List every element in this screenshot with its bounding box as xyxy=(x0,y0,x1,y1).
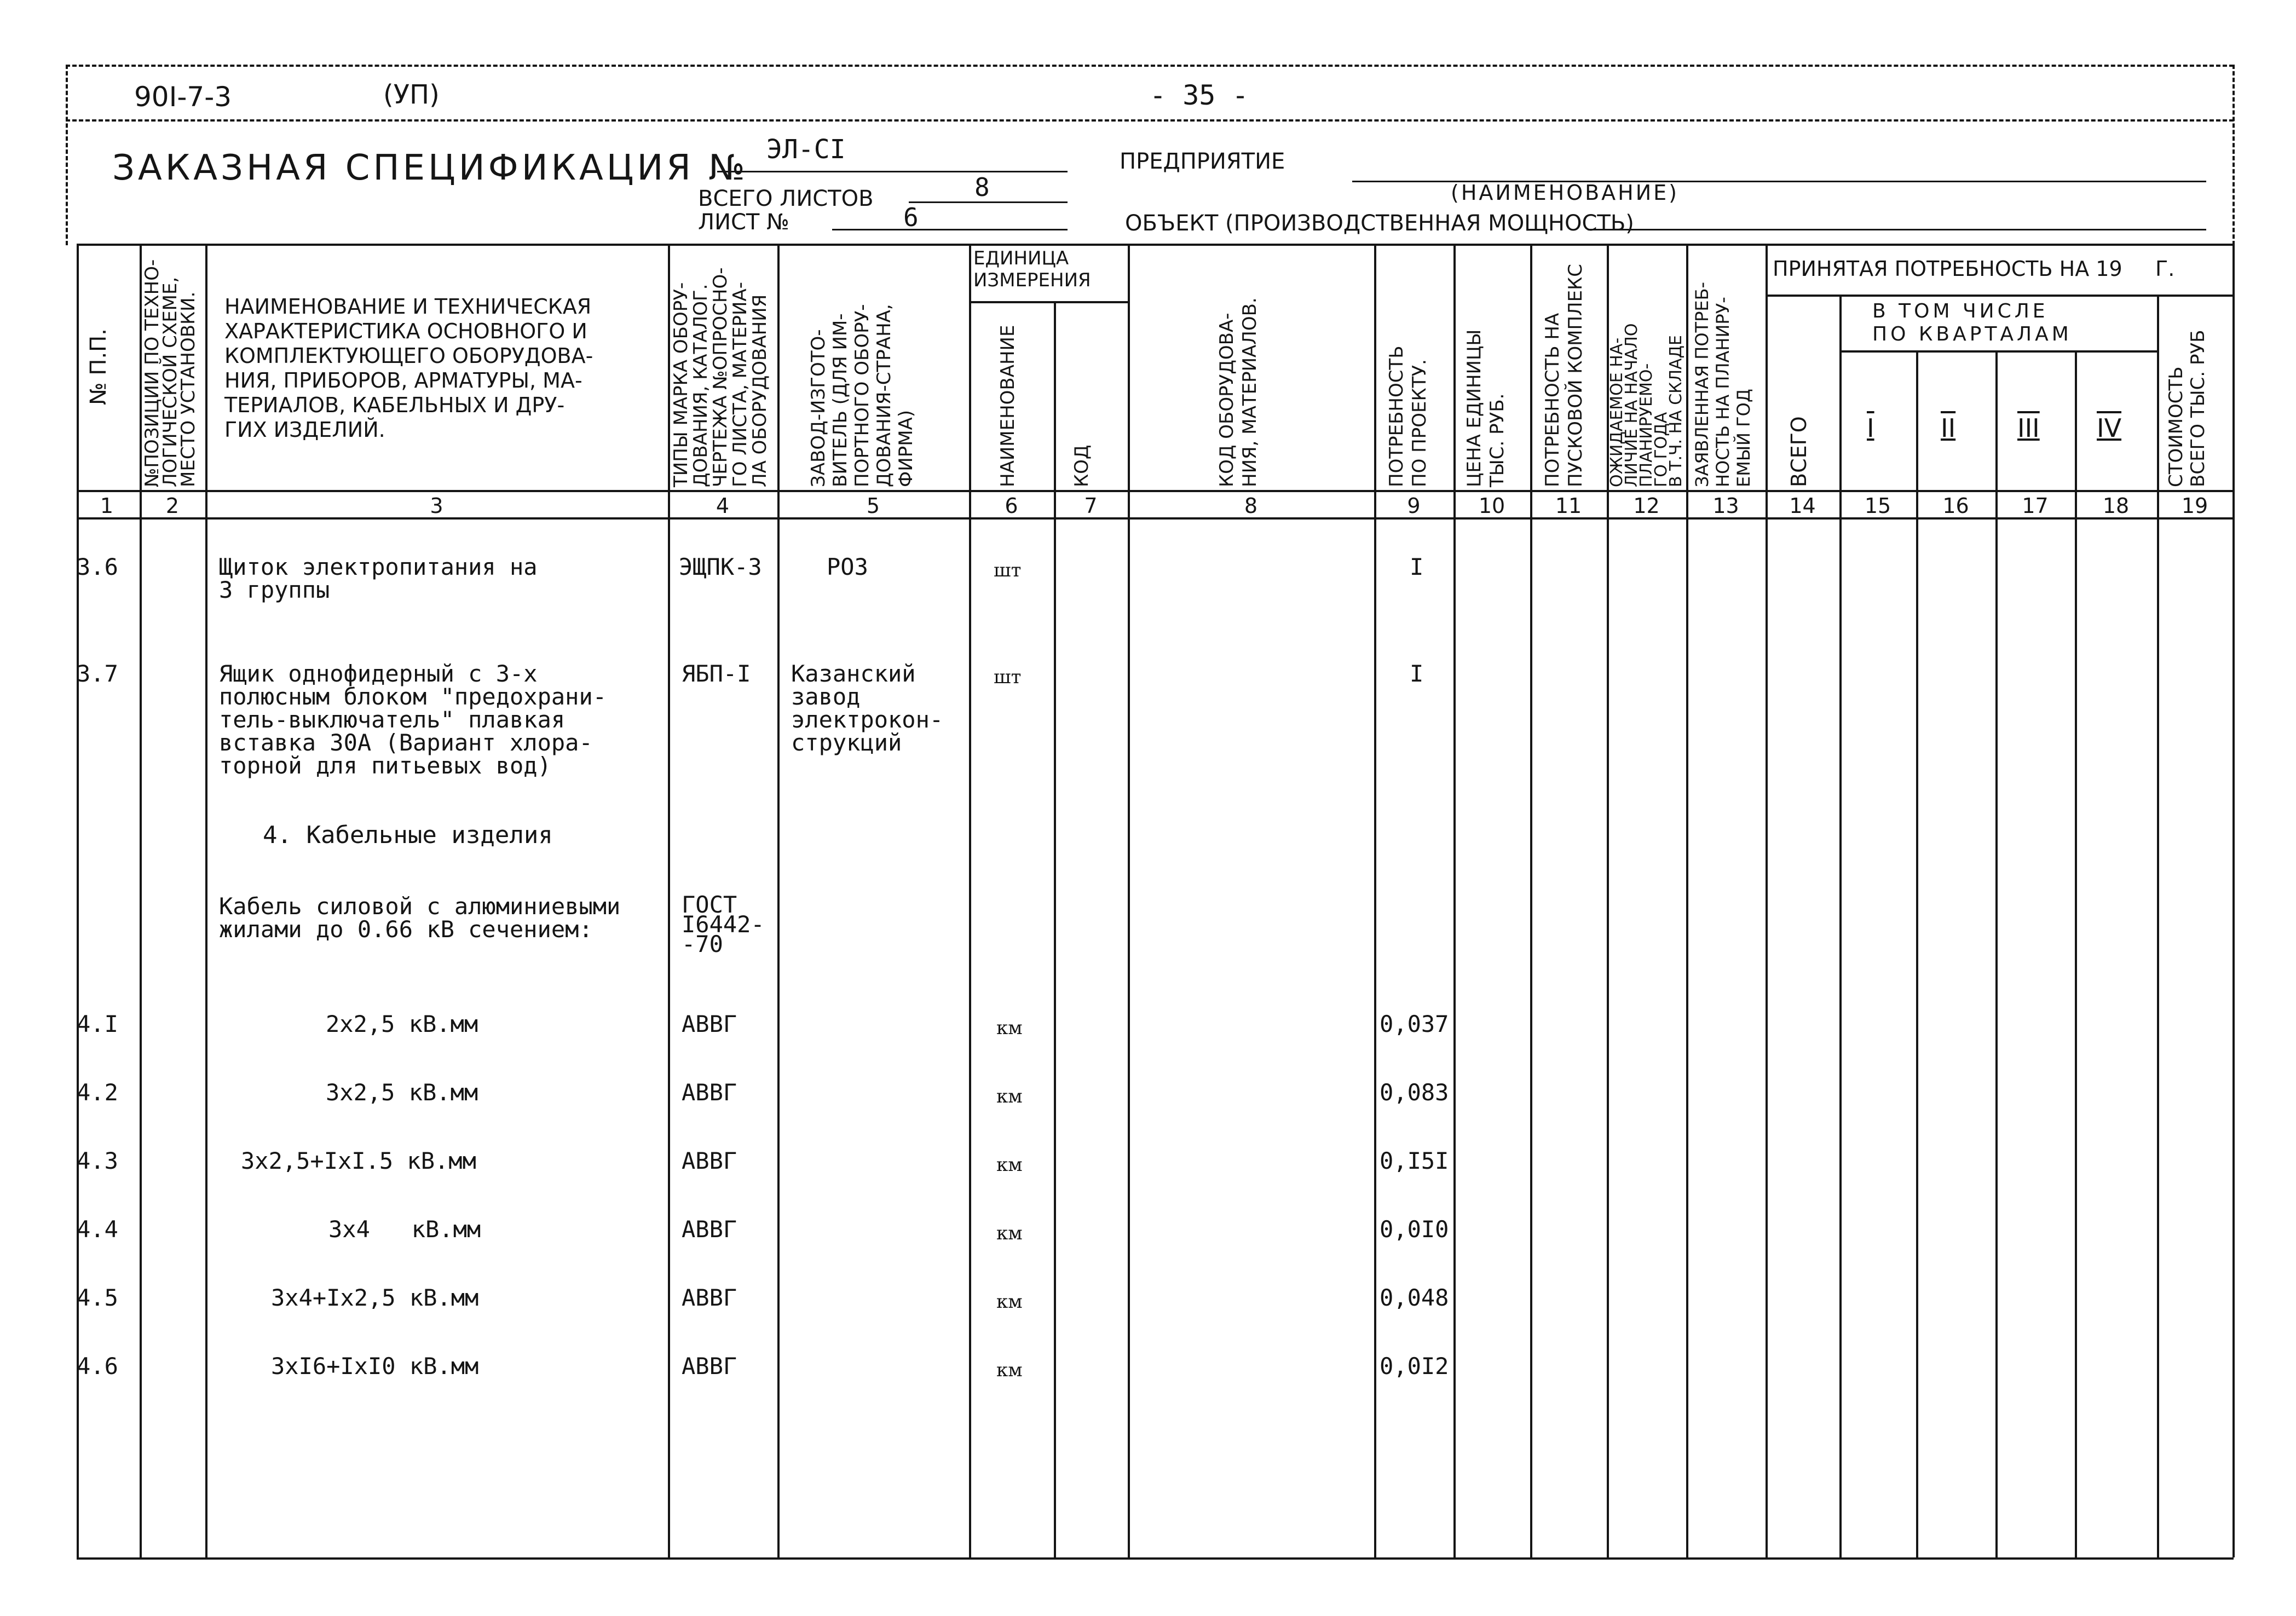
col-header-18: IV xyxy=(2097,413,2122,443)
row-item-maker: РОЗ xyxy=(827,553,868,580)
row-number: 4.5 xyxy=(77,1284,118,1311)
album-code: (УП) xyxy=(383,79,440,110)
col-header-12: ОЖИДАЕМОЕ НА- ЛИЧИЕ НА НАЧАЛО ПЛАНИРУЕМО- ГО ГОДА В Т.Ч. НА СКЛАДЕ xyxy=(1607,323,1686,487)
col-number: 15 xyxy=(1864,494,1891,518)
col-border-18 xyxy=(2157,295,2159,1557)
column-number-row-top xyxy=(77,490,2234,492)
col-border-5 xyxy=(969,244,971,1557)
quarter-group-header: В ТОМ ЧИСЛЕ ПО КВАРТАЛАМ xyxy=(1872,300,2072,345)
col-header-11: ПОТРЕБНОСТЬ НА ПУСКОВОЙ КОМПЛЕКС xyxy=(1542,264,1587,487)
col-number: 11 xyxy=(1555,494,1582,518)
sheet-underline xyxy=(832,229,1068,230)
col-border-6 xyxy=(1054,301,1056,1557)
row-item-name: 3хI6+IхI0 кВ.мм xyxy=(271,1353,479,1380)
unit-group-header: ЕДИНИЦА ИЗМЕРЕНИЯ xyxy=(973,247,1091,291)
enterprise-label: ПРЕДПРИЯТИЕ xyxy=(1120,149,1285,174)
header-dashed-divider xyxy=(66,119,2234,122)
row-item-name: 2х2,5 кВ.мм xyxy=(326,1011,478,1037)
col-header-7: КОД xyxy=(1071,445,1093,487)
accepted-group-header: ПРИНЯТАЯ ПОТРЕБНОСТЬ НА 19 Г. xyxy=(1773,257,2175,281)
spec-number: ЭЛ-СI xyxy=(766,134,846,165)
col-number: 13 xyxy=(1712,494,1739,518)
sheet-label: ЛИСТ № xyxy=(698,210,789,235)
col-number: 5 xyxy=(866,494,880,518)
row-item-name: 3х4 кВ.мм xyxy=(328,1216,481,1243)
row-unit: км xyxy=(996,1086,1023,1107)
col-number: 16 xyxy=(1942,494,1969,518)
row-item-type: АВВГ xyxy=(682,1147,737,1174)
row-quantity: 0,0I0 xyxy=(1380,1216,1449,1243)
row-item-name: 3х4+Iх2,5 кВ.мм xyxy=(271,1284,479,1311)
total-sheets-underline xyxy=(909,201,1068,203)
row-unit: км xyxy=(996,1359,1023,1381)
row-unit: км xyxy=(996,1291,1023,1313)
col-number: 7 xyxy=(1084,494,1098,518)
left-dashed-border xyxy=(66,65,68,245)
row-item-type: АВВГ xyxy=(682,1353,737,1380)
col-header-2: №ПОЗИЦИИ ПО ТЕХНО- ЛОГИЧЕСКОЙ СХЕМЕ, МЕСТО УСТАНОВКИ. xyxy=(141,259,199,487)
row-item-name: Ящик однофидерный с 3-х полюсным блоком "предохрани- тель-выключатель" плавкая вставка 30А (Вариант хлора- торной для питьевых вод) xyxy=(219,660,607,779)
row-quantity: 0,048 xyxy=(1380,1284,1449,1311)
col-number: 14 xyxy=(1789,494,1816,518)
sheet-value: 6 xyxy=(903,203,919,232)
top-dashed-border xyxy=(66,65,2234,67)
row-item-name: 3х2,5+IхI.5 кВ.мм xyxy=(241,1147,476,1174)
row-number: 3.7 xyxy=(77,660,118,687)
doc-code: 90I-7-3 xyxy=(134,81,232,113)
table-top-border xyxy=(77,244,2234,246)
col-number: 19 xyxy=(2181,494,2208,518)
row-item-type: ЭЩПК-3 xyxy=(679,553,762,580)
row-item-type: ЯБП-I xyxy=(682,660,751,687)
accepted-group-divider xyxy=(1766,295,2234,297)
col-header-15: I xyxy=(1867,413,1874,443)
row-item-name: 3х2,5 кВ.мм xyxy=(326,1079,478,1106)
row-item-type: АВВГ xyxy=(682,1011,737,1037)
unit-group-divider xyxy=(969,301,1128,303)
object-underline xyxy=(1588,229,2206,230)
col-number: 18 xyxy=(2102,494,2130,518)
col-number: 3 xyxy=(430,494,443,518)
col-border-9 xyxy=(1453,244,1456,1557)
col-header-8: КОД ОБОРУДОВА- НИЯ, МАТЕРИАЛОВ. xyxy=(1216,297,1261,487)
col-header-3: НАИМЕНОВАНИЕ И ТЕХНИЧЕСКАЯ ХАРАКТЕРИСТИКА ОСНОВНОГО И КОМПЛЕКТУЮЩЕГО ОБОРУДОВА- НИЯ, ПРИБОРОВ, АРМАТУРЫ, МА- ТЕРИАЛОВ, КАБЕЛЬНЫХ И ДРУ- ГИХ ИЗДЕЛИЙ. xyxy=(224,295,593,442)
row-item-type: АВВГ xyxy=(682,1216,737,1243)
name-hint: (НАИМЕНОВАНИЕ) xyxy=(1451,181,1679,205)
row-number: 4.3 xyxy=(77,1147,118,1174)
col-border-13 xyxy=(1766,244,1768,1557)
col-header-17: III xyxy=(2017,413,2040,443)
row-unit: км xyxy=(996,1222,1023,1244)
row-quantity: 0,0I2 xyxy=(1380,1353,1449,1380)
row-number: 4.6 xyxy=(77,1353,118,1380)
col-number: 4 xyxy=(716,494,730,518)
table-bottom-border xyxy=(77,1557,2234,1560)
section-heading: 4. Кабельные изделия xyxy=(263,821,553,849)
row-quantity: 0,083 xyxy=(1380,1079,1449,1106)
col-number: 8 xyxy=(1244,494,1258,518)
spec-number-underline xyxy=(717,171,1068,172)
col-number: 9 xyxy=(1407,494,1421,518)
row-quantity: I xyxy=(1410,660,1424,687)
col-border-12 xyxy=(1686,244,1688,1557)
row-unit: шт xyxy=(994,559,1022,581)
object-label: ОБЪЕКТ (ПРОИЗВОДСТВЕННАЯ МОЩНОСТЬ) xyxy=(1125,211,1634,236)
col-header-9: ПОТРЕБНОСТЬ ПО ПРОЕКТУ. xyxy=(1386,345,1430,487)
row-quantity: 0,037 xyxy=(1380,1011,1449,1037)
group-item-type: ГОСТ I6442- -70 xyxy=(682,891,765,957)
col-number: 12 xyxy=(1633,494,1660,518)
col-header-4: ТИПЫ МАРКА ОБОРУ- ДОВАНИЯ, КАТАЛОГ. ЧЕРТЕЖА №ОПРОСНО- ГО ЛИСТА, МАТЕРИА- ЛА ОБОРУДОВАНИЯ xyxy=(670,267,771,487)
right-dashed-border xyxy=(2232,65,2235,245)
row-number: 4.2 xyxy=(77,1079,118,1106)
row-item-type: АВВГ xyxy=(682,1284,737,1311)
row-unit: км xyxy=(996,1154,1023,1176)
col-number: 2 xyxy=(165,494,180,518)
col-border-4 xyxy=(777,244,780,1557)
col-number: 6 xyxy=(1005,494,1018,518)
col-border-10 xyxy=(1530,244,1532,1557)
col-header-16: II xyxy=(1941,413,1956,443)
row-quantity: 0,I5I xyxy=(1380,1147,1449,1174)
spec-title: ЗАКАЗНАЯ СПЕЦИФИКАЦИЯ № xyxy=(112,148,748,188)
row-number: 4.4 xyxy=(77,1216,118,1243)
col-border-7 xyxy=(1128,244,1130,1557)
col-border-8 xyxy=(1374,244,1376,1557)
col-number: 1 xyxy=(100,494,114,518)
total-sheets-value: 8 xyxy=(974,172,990,202)
total-sheets-label: ВСЕГО ЛИСТОВ xyxy=(698,186,874,211)
col-header-19: СТОИМОСТЬ ВСЕГО ТЫС. РУБ xyxy=(2165,330,2209,487)
group-item-name: Кабель силовой с алюминиевыми жилами до 0.66 кВ сечением: xyxy=(219,893,621,943)
col-header-5: ЗАВОД-ИЗГОТО- ВИТЕЛЬ (ДЛЯ ИМ- ПОРТНОГО ОБОРУ- ДОВАНИЯ-СТРАНА, ФИРМА) xyxy=(807,304,917,487)
row-unit: км xyxy=(996,1017,1023,1039)
row-item-name: Щиток электропитания на 3 группы xyxy=(219,553,538,603)
col-header-10: ЦЕНА ЕДИНИЦЫ ТЫС. РУБ. xyxy=(1463,329,1508,487)
col-border-15 xyxy=(1916,350,1918,1557)
col-border-19 xyxy=(2232,244,2235,1557)
page-number: - 35 - xyxy=(1150,79,1249,111)
col-header-6: НАИМЕНОВАНИЕ xyxy=(997,325,1019,487)
col-header-14: ВСЕГО xyxy=(1787,416,1811,487)
col-border-2 xyxy=(205,244,207,1557)
row-unit: шт xyxy=(994,666,1022,688)
row-item-maker: Казанский завод электрокон- струкций xyxy=(791,660,944,756)
row-quantity: I xyxy=(1410,553,1424,580)
col-border-16 xyxy=(1995,350,1998,1557)
row-number: 3.6 xyxy=(77,553,118,580)
col-border-17 xyxy=(2075,350,2077,1557)
col-number: 10 xyxy=(1478,494,1505,518)
col-header-1: № П.П. xyxy=(86,328,111,405)
col-number: 17 xyxy=(2022,494,2049,518)
row-number: 4.I xyxy=(77,1011,118,1037)
col-border-14 xyxy=(1839,295,1842,1557)
row-item-type: АВВГ xyxy=(682,1079,737,1106)
col-header-13: ЗАЯВЛЕННАЯ ПОТРЕБ- НОСТЬ НА ПЛАНИРУ- ЕМЫЙ ГОД xyxy=(1692,281,1754,487)
quarter-group-divider xyxy=(1839,350,2157,353)
